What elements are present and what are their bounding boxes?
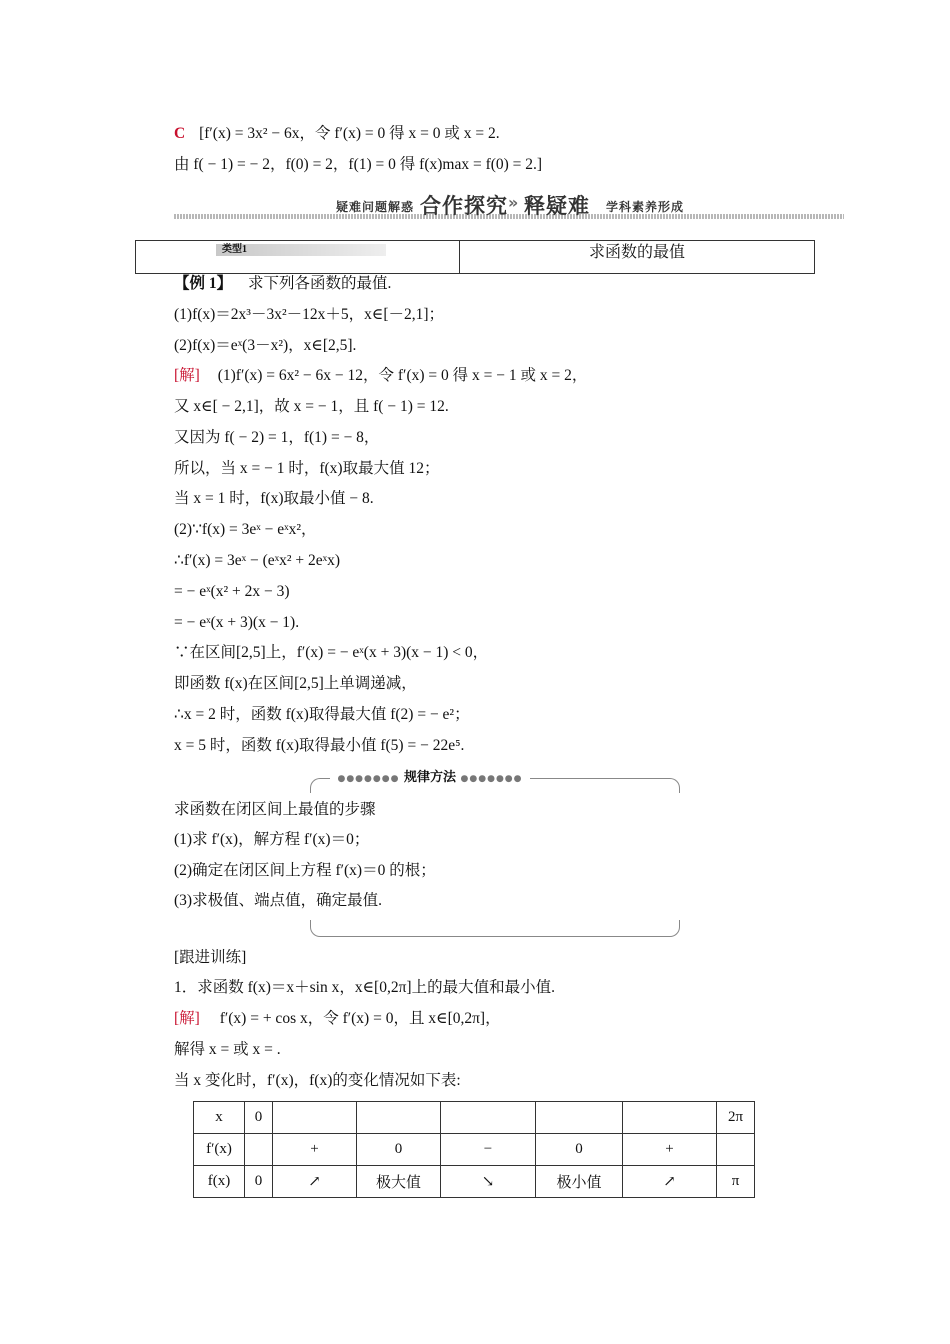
table-cell: [273, 1102, 357, 1134]
solution-line-11: ∴x = 2 时，函数 f(x)取得最大值 f(2) = − e²；: [174, 706, 470, 723]
solution-line-7: = − eˣ(x² + 2x − 3): [174, 583, 290, 600]
method-label-text: 规律方法: [403, 770, 456, 785]
type-tag: 类型1: [216, 244, 386, 256]
solution-line-12: x = 5 时，函数 f(x)取得最小值 f(5) = − 22e⁵.: [174, 737, 465, 754]
banner-right-text: 学科素养形成: [606, 200, 685, 214]
table-cell: +: [273, 1134, 357, 1166]
table-cell: π: [717, 1166, 755, 1198]
solution-line-3: 所以，当 x = − 1 时，f(x)取最大值 12；: [174, 460, 440, 477]
table-cell: [245, 1134, 273, 1166]
solution-line-10: 即函数 f(x)在区间[2,5]上单调递减，: [174, 675, 417, 692]
table-cell: 0: [245, 1166, 273, 1198]
answer-line-2: 由 f( − 1) = − 2，f(0) = 2，f(1) = 0 得 f(x)max = f(0) = 2.]: [174, 156, 543, 173]
table-cell: ↗: [273, 1166, 357, 1198]
example-prompt: 求下列各函数的最值.: [248, 275, 392, 292]
table-cell: x: [194, 1102, 245, 1134]
table-cell: +: [623, 1134, 717, 1166]
training-solution-text-1: f′(x) = + cos x，令 f′(x) = 0，且 x∈[0,2π]，: [219, 1010, 501, 1027]
solution-line-0: [174, 366, 587, 386]
banner-main-text-2: 释疑难: [524, 194, 590, 218]
example-header: [174, 274, 391, 294]
method-heading: 求函数在闭区间上最值的步骤: [174, 801, 376, 818]
solution-line-5: (2)∵f(x) = 3eˣ − eˣx²，: [174, 521, 317, 538]
variation-table: [193, 1101, 755, 1198]
solution-line-6: ∴f′(x) = 3eˣ − (eˣx² + 2eˣx): [174, 552, 341, 569]
method-step-3: (3)求极值、端点值，确定最值.: [174, 892, 382, 909]
table-cell: [441, 1102, 536, 1134]
banner-arrow-icon: »: [508, 193, 520, 212]
type-title: 求函数的最值: [588, 242, 685, 261]
table-cell: [536, 1102, 623, 1134]
table-cell: 极小值: [536, 1166, 623, 1198]
answer-line-1: [174, 124, 500, 144]
method-label: [330, 768, 530, 788]
table-row-x: [194, 1102, 755, 1134]
training-solution-label: [解]: [174, 1010, 200, 1027]
dots-right-icon: ●●●●●●●: [460, 774, 523, 784]
example-label: 【例 1】: [174, 275, 233, 292]
banner-divider: [174, 214, 844, 219]
solution-line-8: = − eˣ(x + 3)(x − 1).: [174, 614, 300, 631]
solution-line-2: 又因为 f( − 2) = 1，f(1) = − 8，: [174, 429, 380, 446]
table-cell: [717, 1134, 755, 1166]
table-cell: [357, 1102, 441, 1134]
banner-main-text: 合作探究: [420, 194, 508, 218]
type-box: [135, 240, 815, 274]
solution-line-1: 又 x∈[ − 2,1]，故 x = − 1，且 f( − 1) = 12.: [174, 398, 449, 415]
training-label: [跟进训练]: [174, 949, 247, 966]
table-cell: f′(x): [194, 1134, 245, 1166]
table-cell: 2π: [717, 1102, 755, 1134]
table-cell: ↘: [441, 1166, 536, 1198]
table-cell: 极大值: [357, 1166, 441, 1198]
example-q1: (1)f(x)＝2x³－3x²－12x＋5，x∈[－2,1]；: [174, 306, 445, 323]
section-banner: [174, 190, 844, 222]
method-step-2: (2)确定在闭区间上方程 f′(x)＝0 的根；: [174, 862, 436, 879]
solution-label: [解]: [174, 367, 200, 384]
training-solution-1: [174, 1009, 501, 1029]
solution-line-9: ∵在区间[2,5]上，f′(x) = − eˣ(x + 3)(x − 1) < 0，: [174, 644, 489, 661]
banner-left-text: 疑难问题解惑: [336, 200, 415, 214]
table-cell: 0: [536, 1134, 623, 1166]
training-q1: 1．求函数 f(x)＝x＋sin x，x∈[0,2π]上的最大值和最小值.: [174, 979, 555, 996]
table-cell: [623, 1102, 717, 1134]
table-cell: ↗: [623, 1166, 717, 1198]
table-cell: −: [441, 1134, 536, 1166]
table-cell: f(x): [194, 1166, 245, 1198]
answer-letter: C: [174, 125, 186, 142]
answer-text-1: [f′(x) = 3x² − 6x，令 f′(x) = 0 得 x = 0 或 x = 2.: [199, 125, 500, 142]
dots-left-icon: ●●●●●●●: [337, 774, 400, 784]
method-step-1: (1)求 f′(x)，解方程 f′(x)＝0；: [174, 831, 370, 848]
table-cell: 0: [245, 1102, 273, 1134]
example-q2: (2)f(x)＝eˣ(3－x²)，x∈[2,5].: [174, 337, 357, 354]
table-cell: 0: [357, 1134, 441, 1166]
training-solution-2: 解得 x = 或 x = .: [174, 1041, 281, 1058]
solution-line-4: 当 x = 1 时，f(x)取最小值 − 8.: [174, 490, 374, 507]
solution-text-0: (1)f′(x) = 6x² − 6x − 12，令 f′(x) = 0 得 x = − 1 或 x = 2，: [217, 367, 588, 384]
table-row-derivative: [194, 1134, 755, 1166]
method-box-bottom: [310, 920, 680, 937]
table-row-function: [194, 1166, 755, 1198]
training-solution-3: 当 x 变化时，f′(x)，f(x)的变化情况如下表:: [174, 1072, 461, 1089]
